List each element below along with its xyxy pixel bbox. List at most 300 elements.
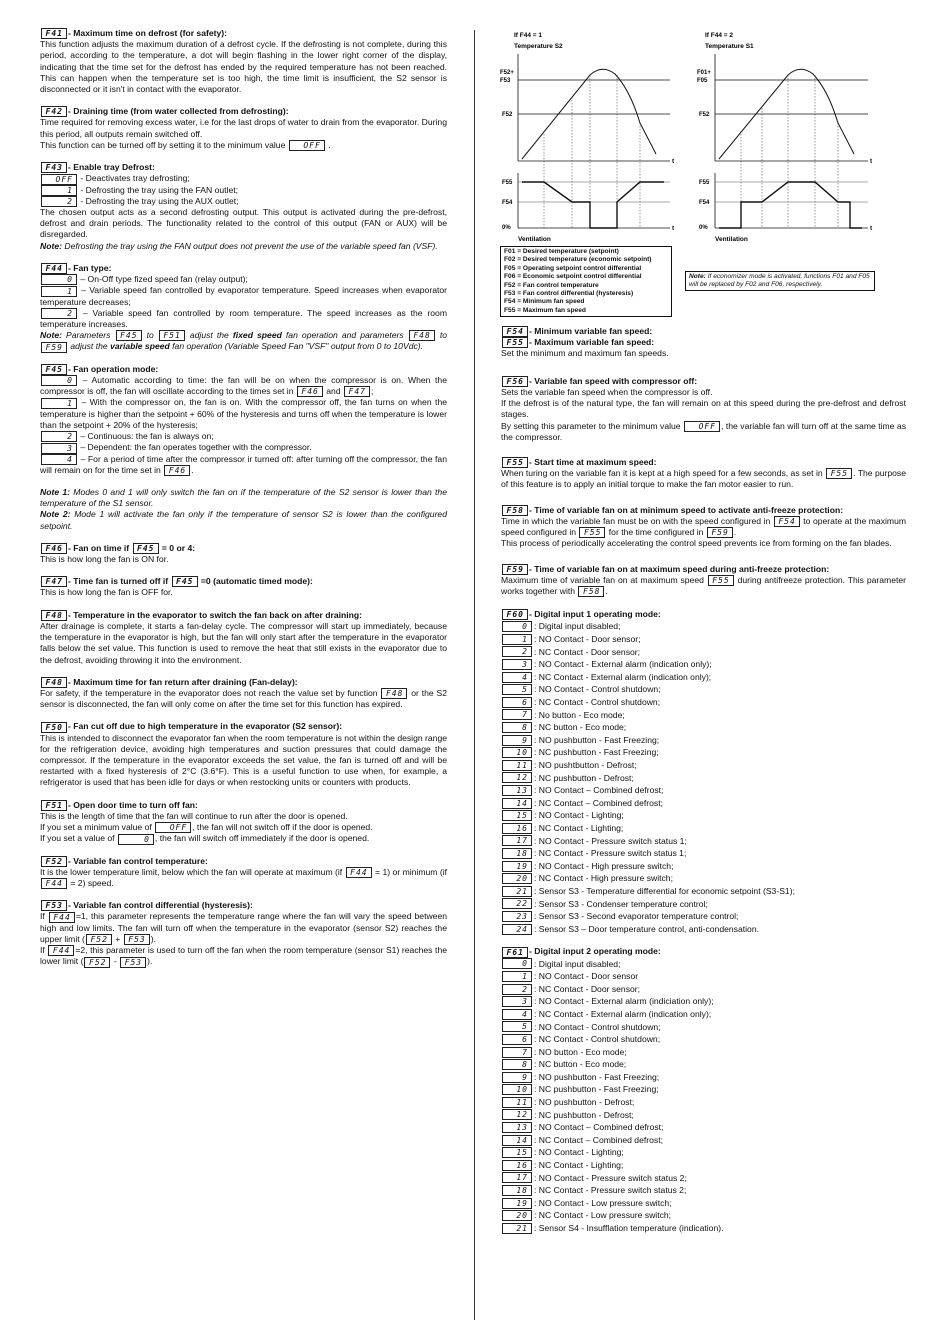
f48-body: After drainage is complete, it starts a fan-delay cycle. The compressor will start up immediately, because the temperature in the evaporator is high, but the fan will only start after the temperature in the evaporator falls below the set value. This function is used to remove the heat that still exists in the evaporator due to the defrost, avoiding throwing it into the environment. <box>40 620 447 665</box>
fan-tick-label: F55 <box>699 180 710 186</box>
option-text: : NC Contact - External alarm (indication only); <box>534 671 712 682</box>
option-code: 10 <box>502 747 532 758</box>
option-code: 9 <box>502 735 532 746</box>
note-label: Note: <box>689 273 706 280</box>
body-text: If <box>40 911 45 922</box>
f57-title: - Start time at maximum speed: <box>529 456 657 467</box>
f43-option <box>40 173 447 184</box>
note-text: to <box>439 330 447 341</box>
f46-title: = 0 or 4: <box>161 542 196 553</box>
note-text: If economizer mode is activated, functions F01 and F05 will be replaced by F02 and F06, respectively. <box>689 273 870 289</box>
f42-heading <box>40 106 447 117</box>
option-text: : NO button - Eco mode; <box>534 1046 627 1057</box>
option-text: : NO Contact - Door sensor <box>534 971 639 982</box>
fan-label: Ventilation <box>518 236 551 243</box>
param-code: 0 <box>118 834 154 845</box>
fan-tick-label: F54 <box>502 200 513 206</box>
option-text: : NO Contact – Combined defrost; <box>534 785 664 796</box>
option-text: - Defrosting the tray using the AUX outlet; <box>80 195 239 206</box>
option-code: 19 <box>502 861 532 872</box>
body-text: Maximum time of variable fan on at maximum speed <box>501 574 704 585</box>
list-item <box>501 746 906 759</box>
option-code: 18 <box>502 848 532 859</box>
param-code: F52 <box>41 856 67 867</box>
option-text: – Variable speed fan controlled by room temperature. The speed increases as the room temperature increases. <box>40 307 447 330</box>
option-code: 23 <box>502 911 532 922</box>
f45-note2 <box>40 509 447 531</box>
fan-charts-svg <box>500 28 910 248</box>
option-code: 6 <box>502 697 532 708</box>
right-column <box>501 326 906 1246</box>
option-code: 17 <box>502 1172 532 1183</box>
list-item <box>501 809 906 822</box>
option-code: 20 <box>502 873 532 884</box>
option-code: 4 <box>41 454 77 465</box>
f50-body: This is intended to disconnect the evaporator fan when the room temperature is not within the design range for the refrigeration device, avoiding high temperatures and suction pressures that could damage the compressor. If the temperature in the evaporator exceeds the set value, the fan is turned off and will be restarted with a fixed hysteresis of 2°C (3.6°F). This is a useful function to use when, for example, a refrigerator is used that has been idle for days or when restocking units or counters with products. <box>40 732 448 788</box>
option-text: – Dependent: the fan operates together with the compressor. <box>80 442 312 453</box>
note-text: fan operation (Variable Speed Fan "VSF" output from 0 to 10Vdc). <box>172 341 424 352</box>
option-code: 16 <box>502 823 532 834</box>
option-code: 10 <box>502 1084 532 1095</box>
f58-body <box>501 516 906 538</box>
note-bold: variable speed <box>110 341 170 352</box>
option-code: 1 <box>41 398 77 409</box>
f51-body: This is the length of time that the fan will continue to run after the door is opened. <box>40 810 348 821</box>
option-text: : NO Contact - Pressure switch status 1; <box>534 835 687 846</box>
f47-title: - Time fan is turned off if <box>68 576 169 587</box>
param-code: F52 <box>86 934 112 945</box>
y-tick-label: F01+ <box>697 70 711 76</box>
body-text: = 2) speed. <box>70 878 114 888</box>
f56-title: - Variable fan speed with compressor off: <box>529 375 698 386</box>
legend-item: F54 = Minimum fan speed <box>504 298 585 306</box>
param-code: F59 <box>502 564 528 575</box>
f55-title: - Maximum variable fan speed: <box>529 337 655 348</box>
param-code: F59 <box>707 527 733 538</box>
body-text: , the fan will switch off immediately if the door is opened. <box>154 833 370 844</box>
param-code: F58 <box>578 586 604 597</box>
section-f60 <box>501 609 906 935</box>
list-item <box>501 822 906 835</box>
f61-options-list <box>501 958 906 1235</box>
option-code: 5 <box>502 684 532 695</box>
param-code: F55 <box>708 575 734 586</box>
list-item <box>501 898 906 911</box>
f46-body: This is how long the fan is ON for. <box>40 554 169 565</box>
legend-item: F53 = Fan control differential (hysteresis) <box>504 290 634 298</box>
f42-end: . <box>328 139 331 150</box>
f54-title: - Minimum variable fan speed: <box>529 326 653 336</box>
body-text: When turing on the variable fan it is kept at a high speed for a few seconds, as set in <box>501 468 823 479</box>
f60-heading <box>501 609 906 620</box>
list-item <box>501 734 906 747</box>
list-item <box>501 671 906 684</box>
guide-lines <box>544 75 640 228</box>
y-tick-label: F52 <box>699 112 710 118</box>
option-text: : Sensor S3 - Temperature differential for economic setpoint (S3-S1); <box>534 885 795 896</box>
option-text: – Automatic according to time: the fan will be on when the compressor is on. When the compressor is off, the fan will oscillate according to the times set in <box>40 374 447 397</box>
x-label: t <box>672 225 675 232</box>
f58-body2: This process of periodically accelerating the control speed prevents ice from forming on the fan blades. <box>501 538 892 549</box>
option-text: : Digital input disabled; <box>534 621 621 632</box>
param-code: F61 <box>502 947 528 958</box>
option-text: : Sensor S3 – Door temperature control, anti-condensation. <box>534 923 759 934</box>
y-tick-label: F52+ <box>500 70 514 76</box>
option-text: - Defrosting the tray using the FAN outlet; <box>80 184 239 195</box>
section-f59 <box>501 564 906 598</box>
legend-item: F55 = Maximum fan speed <box>504 306 586 314</box>
param-code: F44 <box>41 878 67 889</box>
legend-item: F01 = Desired temperature (setpoint) <box>504 248 619 255</box>
note-text: adjust the <box>189 330 229 341</box>
param-code: F47 <box>41 576 67 587</box>
list-item <box>501 1083 906 1096</box>
option-code: 20 <box>502 1210 532 1221</box>
f42-title: - Draining time (from water collected from defrosting): <box>68 106 289 117</box>
option-text: ; <box>371 386 374 397</box>
left-column <box>40 28 447 979</box>
section-f61 <box>501 946 906 1234</box>
option-text: : NO Contact - Control shutdown; <box>534 1021 661 1032</box>
list-item <box>501 1121 906 1134</box>
option-code: 2 <box>502 984 532 995</box>
param-code: F60 <box>502 609 528 620</box>
option-code: 9 <box>502 1072 532 1083</box>
f53-p1 <box>40 911 447 945</box>
param-code: F48 <box>41 677 67 688</box>
option-code: 2 <box>502 646 532 657</box>
section-f49 <box>40 677 447 711</box>
param-code: F55 <box>826 468 852 479</box>
f47-heading <box>40 576 447 587</box>
f52-body <box>40 867 447 889</box>
body-text: = 1) or minimum (if <box>375 866 448 877</box>
param-code: F53 <box>124 934 150 945</box>
list-item <box>501 958 906 971</box>
f43-option <box>40 185 447 196</box>
list-item <box>501 646 906 659</box>
body-text: =1, this parameter represents the temperature range where the fan will vary the speed between high and low limits. The fan will turn off when the temperature in the evaporator (sensor S2) reaches the upper limit ( <box>40 911 447 944</box>
option-code: 14 <box>502 1135 532 1146</box>
note-text: fan operation and parameters <box>285 330 404 341</box>
section-f43 <box>40 162 447 252</box>
body-text: By setting this parameter to the minimum value <box>501 420 681 431</box>
option-text: : Sensor S4 - Insufflation temperature (indication). <box>534 1223 724 1234</box>
option-code: 2 <box>41 196 77 207</box>
param-code: F48 <box>409 330 435 341</box>
body-text: , the variable fan will turn off at the same time as the compressor. <box>501 420 906 442</box>
legend-item: F52 = Fan control temperature <box>504 281 599 289</box>
x-label: t <box>870 158 873 165</box>
option-code: 0 <box>41 274 77 285</box>
param-code: F54 <box>502 326 528 337</box>
option-text: and <box>326 386 341 397</box>
f56-heading <box>501 376 906 387</box>
list-item <box>501 923 906 936</box>
option-code: 0 <box>502 621 532 632</box>
list-item <box>501 1008 906 1021</box>
option-code: 14 <box>502 798 532 809</box>
y-tick-label: F05 <box>697 78 708 84</box>
body-text: , the fan will not switch off if the door is opened. <box>192 822 373 833</box>
f58-heading <box>501 505 906 516</box>
option-code: 12 <box>502 772 532 783</box>
option-text: : Sensor S3 - Second evaporator temperature control; <box>534 911 739 922</box>
f43-option <box>40 196 447 207</box>
param-code: F48 <box>41 610 67 621</box>
option-text: : NO Contact - High pressure switch; <box>534 860 674 871</box>
fan-speed-curve <box>719 182 862 228</box>
section-f58 <box>501 505 906 550</box>
param-code: F44 <box>41 263 67 274</box>
option-text: : NO Contact - Pressure switch status 2; <box>534 1172 687 1183</box>
f44-title: - Fan type: <box>68 262 112 273</box>
option-code: 8 <box>502 1059 532 1070</box>
f50-heading <box>40 721 447 732</box>
param-code: F52 <box>84 957 110 968</box>
body-text: For safety, if the temperature in the evaporator does not reach the value set by function <box>40 687 378 698</box>
body-text: + <box>115 933 121 944</box>
section-f50 <box>40 721 447 788</box>
option-text: – Continuous: the fan is always on; <box>80 431 214 442</box>
f54-heading <box>501 326 906 337</box>
f44-note <box>40 330 447 352</box>
list-item <box>501 1046 906 1059</box>
option-text: . <box>191 464 194 475</box>
option-code: 11 <box>502 760 532 771</box>
section-f46 <box>40 543 447 565</box>
f56-body: Sets the variable fan speed when the compressor is off. <box>501 386 713 397</box>
option-text: : NC pushbutton - Fast Freezing; <box>534 747 659 758</box>
list-item <box>501 1172 906 1185</box>
note-label: Note: <box>40 330 62 341</box>
f57-body <box>501 468 906 490</box>
f52-heading <box>40 856 447 867</box>
list-item <box>501 797 906 810</box>
param-code: OFF <box>684 421 720 432</box>
option-code: 16 <box>502 1160 532 1171</box>
section-f51 <box>40 800 447 845</box>
option-code: OFF <box>41 174 77 185</box>
section-f44 <box>40 263 447 353</box>
f45-option <box>40 375 447 397</box>
f57-heading <box>501 457 906 468</box>
f60-options-list <box>501 620 906 935</box>
list-item <box>501 658 906 671</box>
f47-body: This is how long the fan is OFF for. <box>40 587 173 598</box>
f45-option <box>40 454 447 476</box>
option-text: : NC Contact - Lighting; <box>534 822 624 833</box>
list-item <box>501 721 906 734</box>
f43-heading <box>40 162 447 173</box>
option-code: 4 <box>502 672 532 683</box>
option-text: : NC Contact - Control shutdown; <box>534 697 661 708</box>
option-text: : NC Contact - External alarm (indication only); <box>534 1008 712 1019</box>
note-bold: fixed speed <box>232 330 282 341</box>
list-item <box>501 1222 906 1235</box>
option-code: 24 <box>502 924 532 935</box>
option-code: 5 <box>502 1021 532 1032</box>
guide-lines <box>741 75 838 228</box>
chart-heading: If F44 = 2 <box>705 32 733 39</box>
section-f45 <box>40 364 447 532</box>
section-f42 <box>40 106 447 151</box>
f44-option <box>40 285 447 307</box>
option-text: : NC Contact – Combined defrost; <box>534 797 663 808</box>
param-code: F45 <box>133 543 159 554</box>
body-text: If you set a value of <box>40 833 115 844</box>
note-text: to <box>146 330 154 341</box>
list-item <box>501 847 906 860</box>
body-text: =2, this parameter is used to turn off the fan when the room temperature (sensor S1) reaches the lower limit ( <box>40 945 447 967</box>
option-code: 2 <box>41 431 77 442</box>
f45-title: - Fan operation mode: <box>68 363 159 374</box>
list-item <box>501 1071 906 1084</box>
option-text: : NO Contact – Combined defrost; <box>534 1122 664 1133</box>
f51-zero <box>40 833 447 844</box>
body-text: . <box>605 586 608 596</box>
param-code: F51 <box>41 800 67 811</box>
f46-heading <box>40 543 447 554</box>
param-code: F46 <box>164 465 190 476</box>
y-tick-label: F53 <box>500 78 511 84</box>
f51-heading <box>40 800 447 811</box>
x-label: t <box>870 225 873 232</box>
note-label: Note 2: <box>40 509 71 520</box>
body-text: If you set a minimum value of <box>40 822 152 833</box>
option-code: 15 <box>502 1147 532 1158</box>
option-text: : NO Contact - Control shutdown; <box>534 684 661 695</box>
option-text: : NC button - Eco mode; <box>534 722 627 733</box>
option-code: 19 <box>502 1198 532 1209</box>
f43-title: - Enable tray Defrost: <box>68 162 155 173</box>
param-code: F53 <box>120 957 146 968</box>
list-item <box>501 1209 906 1222</box>
list-item <box>501 620 906 633</box>
option-code: 21 <box>502 886 532 897</box>
f59-title: - Time of variable fan on at maximum speed during anti-freeze protection: <box>529 563 830 574</box>
list-item <box>501 1146 906 1159</box>
section-f41 <box>40 28 447 95</box>
section-f56 <box>501 376 906 443</box>
fan-tick-label: 0% <box>502 225 511 231</box>
note-label: Note: <box>40 240 62 251</box>
param-code: F46 <box>297 386 323 397</box>
f42-body2-text: This function can be turned off by setting it to the minimum value <box>40 139 286 150</box>
option-text: : NC Contact - High pressure switch; <box>534 873 673 884</box>
param-code: F48 <box>381 688 407 699</box>
f45-option <box>40 397 447 431</box>
f51-min <box>40 822 447 833</box>
note-text: Parameters <box>66 330 111 341</box>
list-item <box>501 759 906 772</box>
option-code: 12 <box>502 1109 532 1120</box>
f56-body2: If the defrost is of the natural type, the fan will remain on at this speed during the pre-defrost and defrost stages. <box>501 398 906 420</box>
section-f48 <box>40 610 447 666</box>
param-code: F44 <box>48 945 74 956</box>
list-item <box>501 1159 906 1172</box>
option-text: : NO pushbutton - Fast Freezing; <box>534 1071 660 1082</box>
param-code: F42 <box>41 106 67 117</box>
option-text: - Deactivates tray defrosting; <box>80 173 190 184</box>
option-text: : NC pushbutton - Defrost; <box>534 772 634 783</box>
param-code: F51 <box>159 330 185 341</box>
body-text: to operate at the maximum speed configured in <box>501 515 907 538</box>
f53-title: - Variable fan control differential (hysteresis): <box>68 900 253 911</box>
param-code: F44 <box>346 867 372 878</box>
option-text: : NO Contact - Low pressure switch; <box>534 1197 672 1208</box>
f56-body3 <box>501 421 906 443</box>
legend-item: F05 = Operating setpoint control differential <box>504 264 642 272</box>
note-text: Modes 0 and 1 will only switch the fan on if the temperature of the S2 sensor is lower than the temperature of the S1 sensor. <box>40 486 447 509</box>
option-text: : NC Contact - Pressure switch status 2; <box>534 1185 687 1196</box>
f45-option <box>40 442 447 453</box>
f41-heading <box>40 28 447 39</box>
body-text: . The purpose of this feature is to apply an initial torque to make the fan motor easier to run. <box>501 468 906 490</box>
list-item <box>501 1096 906 1109</box>
f61-title: - Digital input 2 operating mode: <box>529 946 661 957</box>
chart-legend <box>500 246 672 317</box>
param-code: F45 <box>172 576 198 587</box>
f41-body: This function adjusts the maximum duration of a defrost cycle. If the defrosting is not complete, during this period, according to the temperature, a dot will begin flashing in the lower right corner of the display, indicating that the time set for the defrost has ended by the required temperature has not been reached. This can happen when the temperature set is too high, the time limit is insufficient, the S2 sensor is disconnected or it isn't in contact with the evaporator. <box>40 39 447 95</box>
f46-title: - Fan on time if <box>68 542 130 553</box>
list-item <box>501 910 906 923</box>
list-item <box>501 784 906 797</box>
f55-heading <box>501 337 906 348</box>
fan-tick-label: F54 <box>699 200 710 206</box>
f42-body: Time required for removing excess water, i.e for the last drops of water to drain from the evaporator. During this period, all outputs remain switched off. <box>40 117 447 139</box>
option-text: : NO pushbutton - Fast Freezing; <box>534 734 660 745</box>
option-text: : NC Contact - Low pressure switch; <box>534 1210 672 1221</box>
note-text: adjust the <box>70 341 108 352</box>
f49-heading <box>40 677 447 688</box>
option-text: : NC Contact - Control shutdown; <box>534 1034 661 1045</box>
f41-title: - Maximum time on defrost (for safety): <box>68 28 228 38</box>
f60-title: - Digital input 1 operating mode: <box>529 609 661 620</box>
param-code: F55 <box>579 527 605 538</box>
f43-body: The chosen output acts as a second defrosting output. This output is activated during the pre-defrost, defrost and drain periods. The functionality related to the control of this output (FAN or AUX) will be disregarded. <box>40 207 447 240</box>
option-code: 2 <box>41 308 77 319</box>
option-text: : NC Contact - Lighting; <box>534 1160 624 1171</box>
param-code: F55 <box>502 337 528 348</box>
fan-tick-label: 0% <box>699 225 708 231</box>
option-text: : Sensor S3 - Condenser temperature control; <box>534 898 708 909</box>
param-code: F58 <box>502 505 528 516</box>
f45-note1 <box>40 487 447 509</box>
option-code: 4 <box>502 1009 532 1020</box>
section-f53 <box>40 900 447 967</box>
fan-speed-curve <box>522 182 664 228</box>
option-code: 8 <box>502 722 532 733</box>
note-text: Mode 1 will activate the fan only if the temperature of sensor S2 is lower than the configured setpoint. <box>40 509 447 531</box>
option-text: – With the compressor on, the fan is on. With the compressor off, the fan turns on when the temperature is higher than the setpoint + 60% of the hysteresis and turns off when the temperature is lower than the setpoint + 20% of the hysteresis; <box>40 397 448 430</box>
list-item <box>501 835 906 848</box>
list-item <box>501 683 906 696</box>
option-code: 13 <box>502 785 532 796</box>
option-code: 15 <box>502 810 532 821</box>
list-item <box>501 1109 906 1122</box>
list-item <box>501 860 906 873</box>
option-text: : NC Contact - Door sensor; <box>534 646 641 657</box>
note-text: Defrosting the tray using the FAN output does not prevent the use of the variable speed fan (VSF). <box>64 240 438 251</box>
option-text: : NO Contact - External alarm (indiciation only); <box>534 996 714 1007</box>
list-item <box>501 1058 906 1071</box>
legend-item: F06 = Economic setpoint control differential <box>504 273 642 281</box>
option-code: 1 <box>502 971 532 982</box>
f53-p2 <box>40 945 447 967</box>
param-code: F45 <box>116 330 142 341</box>
section-f47 <box>40 576 447 598</box>
